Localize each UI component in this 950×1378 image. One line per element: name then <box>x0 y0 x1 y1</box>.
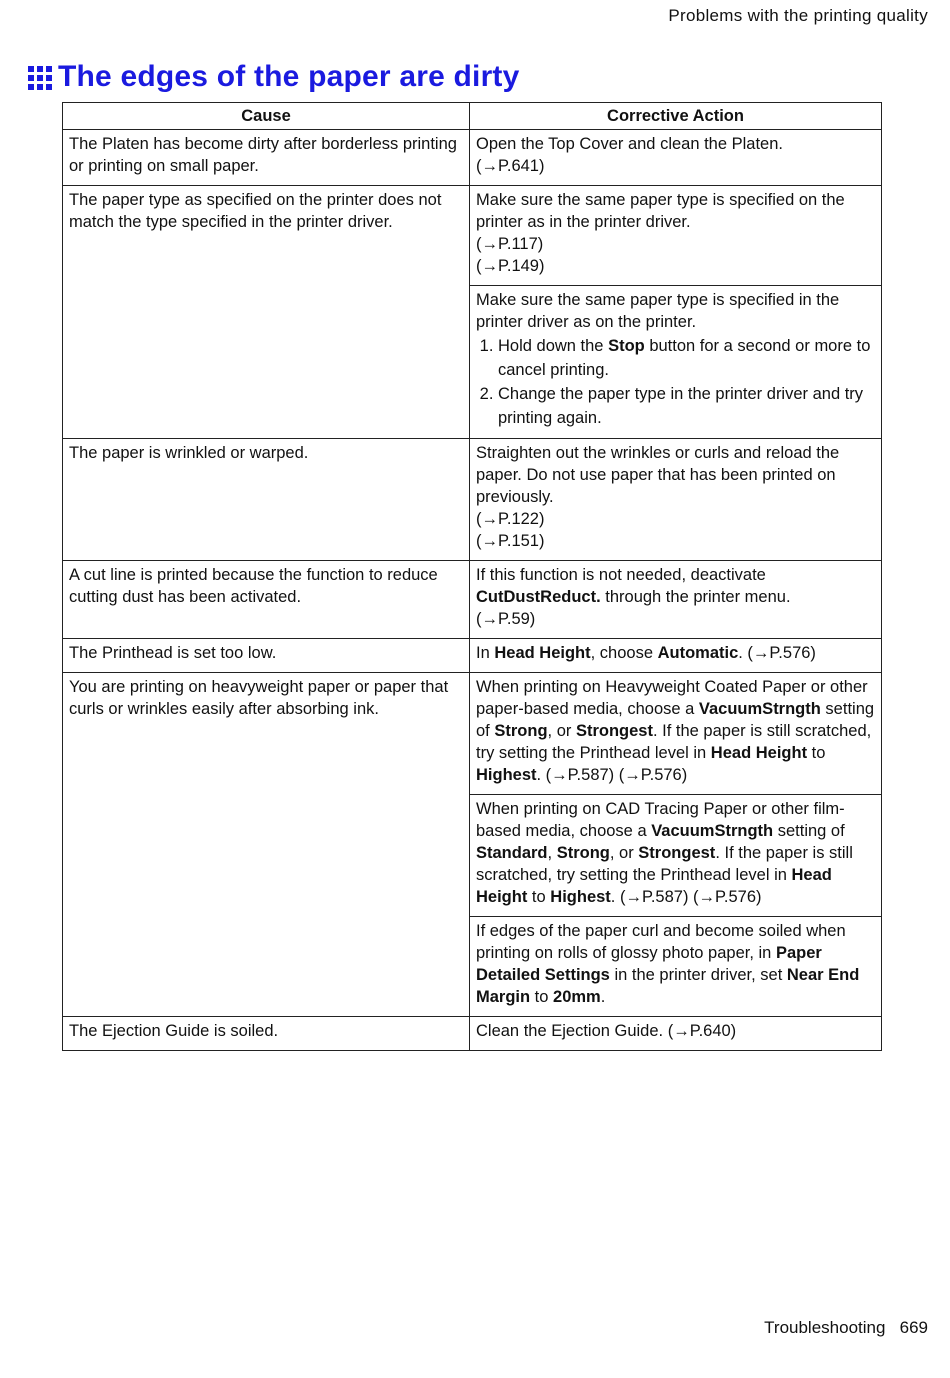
page-reference: (→P.151) <box>476 532 545 550</box>
page-footer <box>764 1318 928 1338</box>
page-reference: (→P.122) <box>476 510 545 528</box>
footer-section: Troubleshooting <box>764 1318 886 1337</box>
cause-cell: The paper type as specified on the printer does not match the type specified in the printer driver. <box>63 186 470 439</box>
table-header-row <box>63 103 882 130</box>
action-cell <box>470 130 882 186</box>
table-row <box>63 130 882 186</box>
cause-column-header: Cause <box>63 103 470 130</box>
action-cell: Clean the Ejection Guide. (→P.640) <box>470 1017 882 1051</box>
action-cell: In Head Height, choose Automatic. (→P.576) <box>470 639 882 673</box>
running-header: Problems with the printing quality <box>668 6 928 25</box>
table-row <box>63 639 882 673</box>
action-cell: When printing on CAD Tracing Paper or other film-based media, choose a VacuumStrngth setting of Standard, Strong, or Strongest. If the paper is still scratched, try setting the Printhead level in Head Height to Highest. (→P.587) (→P.576) <box>470 795 882 917</box>
title-row <box>28 60 520 94</box>
page-reference: (→P.59) <box>476 610 536 628</box>
action-cell: If edges of the paper curl and become soiled when printing on rolls of glossy photo paper, in Paper Detailed Settings in the printer driver, set Near End Margin to 20mm. <box>470 917 882 1017</box>
cause-cell: The Platen has become dirty after borderless printing or printing on small paper. <box>63 130 470 186</box>
action-text: Open the Top Cover and clean the Platen. <box>476 135 783 153</box>
page-reference: (→P.149) <box>476 257 545 275</box>
action-cell <box>470 286 882 439</box>
cause-cell: A cut line is printed because the function to reduce cutting dust has been activated. <box>63 561 470 639</box>
table-row <box>63 1017 882 1051</box>
action-text: If this function is not needed, deactivate CutDustReduct. through the printer menu. <box>476 566 791 606</box>
page-number: 669 <box>899 1318 928 1337</box>
cause-cell: The paper is wrinkled or warped. <box>63 439 470 561</box>
action-text: Make sure the same paper type is specified on the printer as in the printer driver. <box>476 191 845 231</box>
troubleshooting-table <box>62 102 882 1051</box>
cause-cell: The Printhead is set too low. <box>63 639 470 673</box>
page-reference: (→P.641) <box>476 157 545 175</box>
steps-list <box>476 334 875 430</box>
action-column-header: Corrective Action <box>470 103 882 130</box>
table-row <box>63 439 882 561</box>
action-text: Straighten out the wrinkles or curls and reload the paper. Do not use paper that has been printed on previously. <box>476 444 840 506</box>
grid-icon <box>28 66 52 90</box>
step-item: 1. Hold down the Stop button for a second or more to cancel printing. <box>498 334 875 382</box>
action-cell <box>470 186 882 286</box>
cause-cell: You are printing on heavyweight paper or paper that curls or wrinkles easily after absorbing ink. <box>63 673 470 1017</box>
table-row <box>63 673 882 795</box>
action-cell: When printing on Heavyweight Coated Paper or other paper-based media, choose a VacuumStrngth setting of Strong, or Strongest. If the paper is still scratched, try setting the Printhead level in Head Height to Highest. (→P.587) (→P.576) <box>470 673 882 795</box>
action-text: Make sure the same paper type is specified in the printer driver as on the printer. <box>476 291 840 331</box>
table-row <box>63 561 882 639</box>
action-cell <box>470 561 882 639</box>
step-item: 2. Change the paper type in the printer driver and try printing again. <box>498 382 875 430</box>
action-cell <box>470 439 882 561</box>
table-row <box>63 186 882 286</box>
page-title: The edges of the paper are dirty <box>58 60 520 93</box>
page-reference: (→P.117) <box>476 235 544 253</box>
cause-cell: The Ejection Guide is soiled. <box>63 1017 470 1051</box>
